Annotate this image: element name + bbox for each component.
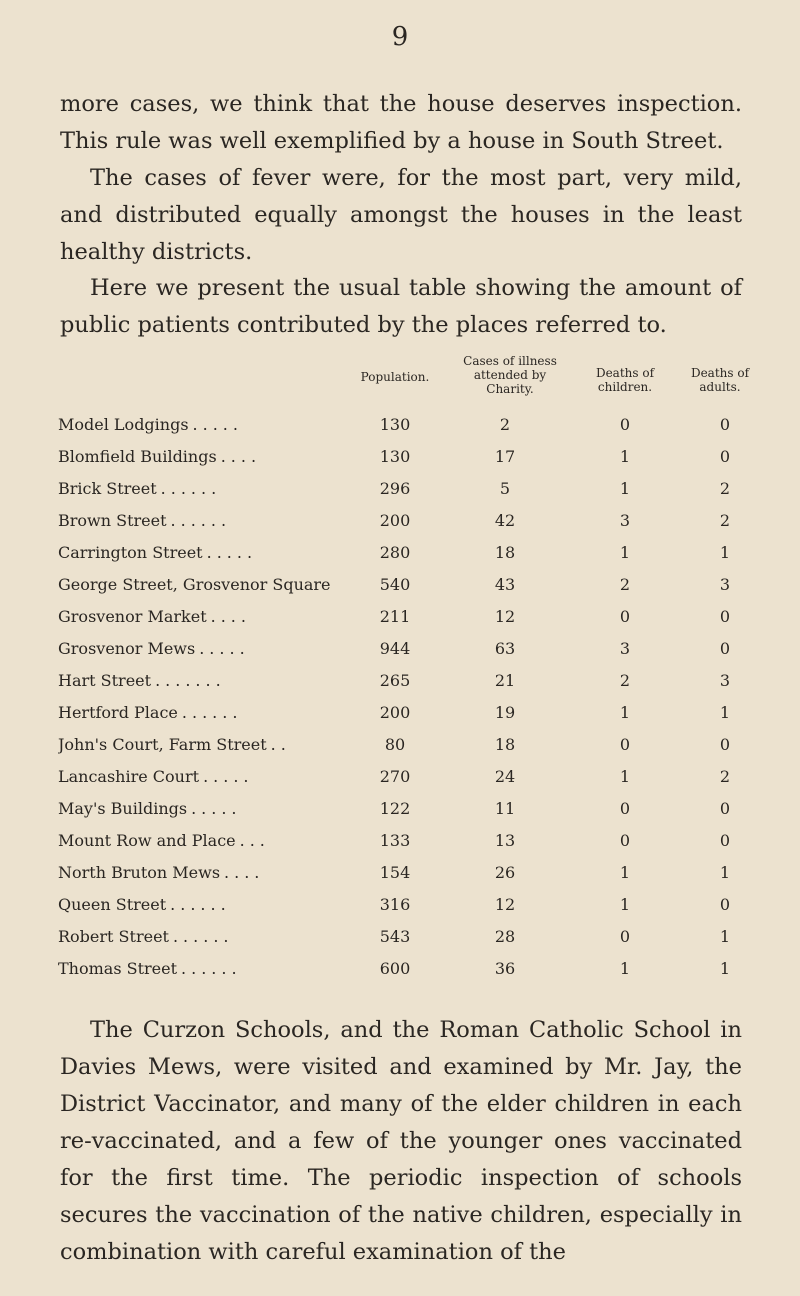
deaths-children-cell: 2: [619, 671, 631, 690]
deaths-adults-cell: 3: [719, 671, 731, 690]
leader-dots: ......: [172, 927, 234, 946]
place-label: Mount Row and Place: [58, 831, 236, 850]
table-row: [0, 473, 800, 505]
deaths-adults-cell: 0: [719, 415, 731, 434]
cases-cell: 11: [494, 799, 516, 818]
table-row: [0, 825, 800, 857]
deaths-adults-cell: 3: [719, 575, 731, 594]
place-label: John's Court, Farm Street: [58, 735, 267, 754]
deaths-children-cell: 1: [619, 863, 631, 882]
leader-dots: ..: [270, 735, 291, 754]
population-cell: 154: [379, 863, 411, 882]
table-row: [0, 505, 800, 537]
population-cell: 130: [379, 447, 411, 466]
deaths-children-cell: 1: [619, 895, 631, 914]
place-label: Brick Street: [58, 479, 157, 498]
place-name: [58, 505, 348, 537]
deaths-adults-cell: 0: [719, 831, 731, 850]
place-name: [58, 889, 348, 921]
leader-dots: ......: [181, 703, 243, 722]
place-name: [58, 441, 348, 473]
deaths-adults-cell: 0: [719, 607, 731, 626]
population-cell: 543: [379, 927, 411, 946]
population-cell: 280: [379, 543, 411, 562]
deaths-children-cell: 2: [619, 575, 631, 594]
cases-cell: 36: [494, 959, 516, 978]
table-row: [0, 697, 800, 729]
deaths-adults-cell: 1: [719, 959, 731, 978]
population-cell: 211: [379, 607, 411, 626]
place-name: [58, 761, 348, 793]
leader-dots: ....: [220, 447, 262, 466]
deaths-children-cell: 0: [619, 799, 631, 818]
place-label: Thomas Street: [58, 959, 178, 978]
table-row: [0, 409, 800, 441]
leader-dots: .......: [155, 671, 226, 690]
cases-cell: 43: [494, 575, 516, 594]
paragraph-intro: more cases, we think that the house deserves inspection. This rule was well exemplified by a house in South Street.: [60, 91, 742, 154]
paragraph-fever: The cases of fever were, for the most part, very mild, and distributed equally amongst the houses in the least healthy districts.: [60, 165, 742, 265]
place-label: North Bruton Mews: [58, 863, 221, 882]
page-number: 9: [391, 22, 409, 52]
leader-dots: ....: [210, 607, 251, 626]
place-name: [58, 921, 348, 953]
table-row: [0, 857, 800, 889]
table-row: [0, 569, 800, 601]
leader-dots: .....: [191, 799, 242, 818]
table-header: [0, 354, 800, 408]
population-cell: 130: [379, 415, 411, 434]
place-name: [58, 953, 348, 985]
table-body: [0, 409, 800, 985]
paragraph-table-intro: Here we present the usual table showing the amount of public patients contributed by the places referred to.: [60, 275, 742, 338]
table-row: [0, 889, 800, 921]
deaths-children-cell: 0: [619, 735, 631, 754]
population-cell: 122: [379, 799, 411, 818]
leader-dots: ...: [239, 831, 270, 850]
deaths-children-cell: 0: [619, 927, 631, 946]
place-label: May's Buildings: [58, 799, 188, 818]
cases-cell: 5: [499, 479, 511, 498]
deaths-adults-cell: 0: [719, 735, 731, 754]
table-row: [0, 601, 800, 633]
leader-dots: .....: [192, 415, 243, 434]
cases-cell: 12: [494, 607, 516, 626]
deaths-children-cell: 1: [619, 959, 631, 978]
population-cell: 316: [379, 895, 411, 914]
table-row: [0, 953, 800, 985]
place-name: [58, 601, 348, 633]
leader-dots: ....: [224, 863, 265, 882]
cases-cell: 42: [494, 511, 516, 530]
header-deaths-children: Deaths of children.: [595, 366, 655, 394]
place-label: Queen Street: [58, 895, 167, 914]
cases-cell: 18: [494, 735, 516, 754]
place-name: [58, 825, 348, 857]
place-name: [58, 569, 348, 601]
place-name: [58, 665, 348, 697]
cases-cell: 12: [494, 895, 516, 914]
header-cases: Cases of illness attended by Charity.: [463, 354, 557, 396]
cases-cell: 2: [499, 415, 511, 434]
deaths-adults-cell: 1: [719, 927, 731, 946]
deaths-adults-cell: 1: [719, 543, 731, 562]
leader-dots: .....: [199, 639, 250, 658]
population-cell: 80: [384, 735, 406, 754]
deaths-adults-cell: 0: [719, 639, 731, 658]
deaths-adults-cell: 1: [719, 863, 731, 882]
paragraph-schools: The Curzon Schools, and the Roman Catholic School in Davies Mews, were visited and examined by Mr. Jay, the District Vaccinator, and many of the elder children in each re-vaccinated, and a few of the younger ones vaccinated for the first time. The periodic inspection of schools secures the vaccination of the native children, especially in combination with careful examination of the: [60, 1017, 742, 1265]
leader-dots: ......: [170, 895, 231, 914]
population-cell: 296: [379, 479, 411, 498]
table-row: [0, 793, 800, 825]
deaths-children-cell: 0: [619, 831, 631, 850]
leader-dots: .....: [203, 767, 254, 786]
population-cell: 270: [379, 767, 411, 786]
place-name: [58, 409, 348, 441]
place-label: Grosvenor Market: [58, 607, 207, 626]
deaths-adults-cell: 2: [719, 511, 731, 530]
deaths-children-cell: 0: [619, 415, 631, 434]
leader-dots: ......: [170, 511, 232, 530]
place-name: [58, 537, 348, 569]
deaths-children-cell: 1: [619, 447, 631, 466]
cases-cell: 21: [494, 671, 516, 690]
population-cell: 200: [379, 703, 411, 722]
population-cell: 944: [379, 639, 411, 658]
deaths-children-cell: 1: [619, 703, 631, 722]
place-name: [58, 729, 348, 761]
table-row: [0, 921, 800, 953]
place-label: Blomfield Buildings: [58, 447, 217, 466]
deaths-adults-cell: 1: [719, 703, 731, 722]
deaths-children-cell: 0: [619, 607, 631, 626]
leader-dots: ......: [160, 479, 222, 498]
deaths-adults-cell: 0: [719, 799, 731, 818]
place-label: Lancashire Court: [58, 767, 200, 786]
header-deaths-adults: Deaths of adults.: [690, 366, 750, 394]
place-name: [58, 633, 348, 665]
deaths-adults-cell: 0: [719, 895, 731, 914]
deaths-children-cell: 3: [619, 639, 631, 658]
table-row: [0, 537, 800, 569]
cases-cell: 18: [494, 543, 516, 562]
place-label: Brown Street: [58, 511, 167, 530]
header-population: Population.: [360, 370, 430, 384]
cases-cell: 63: [494, 639, 516, 658]
deaths-children-cell: 1: [619, 479, 631, 498]
deaths-children-cell: 1: [619, 767, 631, 786]
cases-cell: 26: [494, 863, 516, 882]
deaths-adults-cell: 2: [719, 767, 731, 786]
place-label: Carrington Street: [58, 543, 203, 562]
deaths-adults-cell: 2: [719, 479, 731, 498]
place-label: Robert Street: [58, 927, 169, 946]
place-name: [58, 857, 348, 889]
population-cell: 540: [379, 575, 411, 594]
cases-cell: 17: [494, 447, 516, 466]
place-label: Model Lodgings: [58, 415, 189, 434]
cases-cell: 24: [494, 767, 516, 786]
population-cell: 265: [379, 671, 411, 690]
table-row: [0, 729, 800, 761]
cases-cell: 28: [494, 927, 516, 946]
table-row: [0, 441, 800, 473]
place-label: Hertford Place: [58, 703, 178, 722]
leader-dots: .....: [206, 543, 258, 562]
table-row: [0, 633, 800, 665]
place-name: [58, 473, 348, 505]
place-name: [58, 793, 348, 825]
place-name: [58, 697, 348, 729]
deaths-children-cell: 1: [619, 543, 631, 562]
table-row: [0, 761, 800, 793]
population-cell: 600: [379, 959, 411, 978]
deaths-children-cell: 3: [619, 511, 631, 530]
place-label: George Street, Grosvenor Square: [58, 575, 331, 594]
place-label: Hart Street: [58, 671, 152, 690]
cases-cell: 19: [494, 703, 516, 722]
population-cell: 133: [379, 831, 411, 850]
table-row: [0, 665, 800, 697]
cases-cell: 13: [494, 831, 516, 850]
leader-dots: ......: [181, 959, 242, 978]
population-cell: 200: [379, 511, 411, 530]
deaths-adults-cell: 0: [719, 447, 731, 466]
place-label: Grosvenor Mews: [58, 639, 196, 658]
